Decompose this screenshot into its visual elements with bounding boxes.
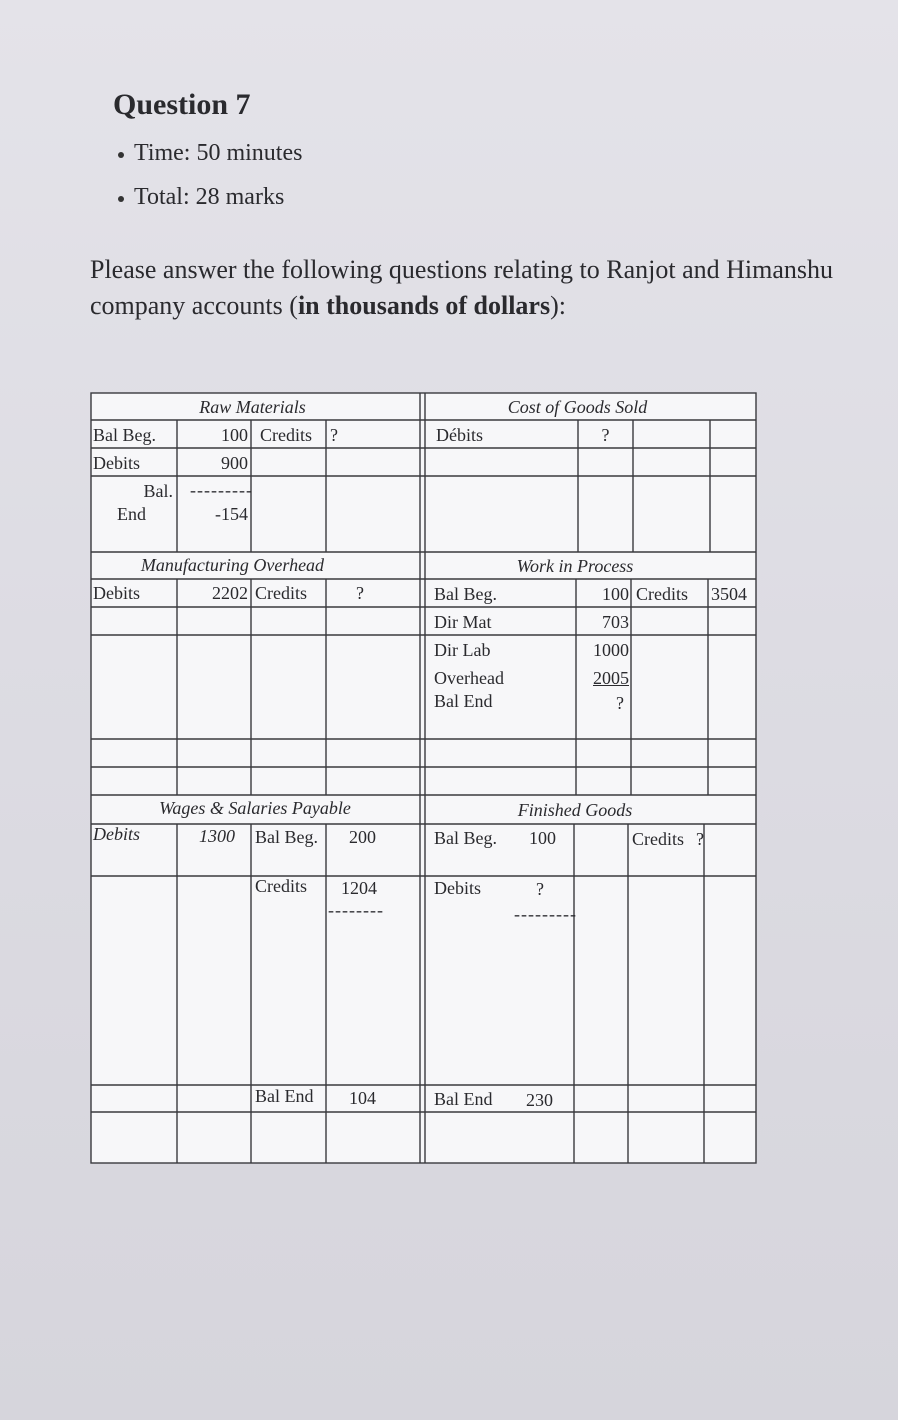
- rm-bal-label: Bal.: [143, 481, 173, 501]
- wip-overhead-label: Overhead: [434, 668, 504, 688]
- fg-bal-beg-label: Bal Beg.: [434, 828, 497, 848]
- mfg-overhead-title: Manufacturing Overhead: [140, 555, 325, 575]
- time-text: Time: 50 minutes: [134, 140, 303, 166]
- wip-bal-end-value: ?: [616, 693, 624, 713]
- cogs-debits-value: ?: [601, 425, 610, 445]
- rm-credits-value: ?: [330, 425, 338, 445]
- moh-debits-value: 2202: [212, 583, 248, 603]
- fg-debits-label: Debits: [434, 878, 481, 898]
- wages-bal-end-value: 104: [349, 1088, 376, 1108]
- intro-paragraph: [90, 252, 850, 324]
- wip-dir-mat-value: 703: [602, 612, 629, 632]
- moh-debits-label: Debits: [93, 583, 140, 603]
- fg-debits-value: ?: [536, 879, 544, 899]
- wip-credits-value: 3504: [711, 584, 747, 604]
- wip-bal-beg-label: Bal Beg.: [434, 584, 497, 604]
- time-item: [116, 140, 302, 184]
- wip-bal-end-label: Bal End: [434, 691, 493, 711]
- wages-debits-label: Debits: [93, 824, 140, 844]
- wip-dir-mat-label: Dir Mat: [434, 612, 492, 632]
- wages-bal-end-label: Bal End: [255, 1086, 314, 1106]
- t-account-grid: [90, 392, 758, 1167]
- wip-bal-beg-value: 100: [602, 584, 629, 604]
- wages-credits-value: 1204: [341, 878, 377, 898]
- fg-bal-beg-value: 100: [529, 828, 556, 848]
- wip-credits-label: Credits: [636, 584, 688, 604]
- fg-bal-end-value: 230: [526, 1090, 553, 1110]
- wages-credits-label: Credits: [255, 876, 307, 896]
- cogs-debits-label: Débits: [436, 425, 483, 445]
- rm-bal-beg-value: 100: [221, 425, 248, 445]
- bullet-icon: [118, 152, 124, 158]
- total-item: [116, 184, 302, 228]
- finished-goods-title: Finished Goods: [517, 800, 633, 820]
- wip-dir-lab-label: Dir Lab: [434, 640, 491, 660]
- intro-tail: ):: [550, 291, 566, 320]
- question-info-list: [116, 140, 302, 228]
- rm-credits-label: Credits: [260, 425, 312, 445]
- raw-materials-title: Raw Materials: [199, 397, 306, 417]
- wages-bal-beg-value: 200: [349, 827, 376, 847]
- rm-bal-end-value: -154: [215, 504, 248, 524]
- rm-debits-value: 900: [221, 453, 248, 473]
- wages-debits-value: 1300: [199, 826, 235, 846]
- rm-bal-beg-label: Bal Beg.: [93, 425, 156, 445]
- fg-credits-label: Credits: [632, 829, 684, 849]
- wages-dashes: --------: [328, 900, 384, 920]
- rm-debits-label: Debits: [93, 453, 140, 473]
- total-text: Total: 28 marks: [134, 184, 285, 210]
- cogs-title: Cost of Goods Sold: [507, 397, 648, 417]
- moh-credits-label: Credits: [255, 583, 307, 603]
- intro-bold: in thousands of dollars: [297, 291, 551, 320]
- wip-dir-lab-value: 1000: [593, 640, 629, 660]
- wip-title: Work in Process: [516, 556, 634, 576]
- intro-text: Please answer the following questions relating to Ranjot and Himanshu company accounts (: [90, 255, 834, 320]
- wages-bal-beg-label: Bal Beg.: [255, 827, 318, 847]
- t-accounts-sheet: [90, 392, 758, 1167]
- wip-overhead-value: 2005: [593, 668, 629, 688]
- fg-dashes: ---------: [514, 904, 577, 924]
- moh-credits-value: ?: [356, 583, 364, 603]
- rm-end-label: End: [117, 504, 146, 524]
- question-title: Question 7: [113, 88, 251, 121]
- fg-credits-value: ?: [696, 829, 704, 849]
- bullet-icon: [118, 196, 124, 202]
- wages-title: Wages & Salaries Payable: [159, 798, 351, 818]
- fg-bal-end-label: Bal End: [434, 1089, 493, 1109]
- rm-dashes: ---------: [190, 480, 253, 500]
